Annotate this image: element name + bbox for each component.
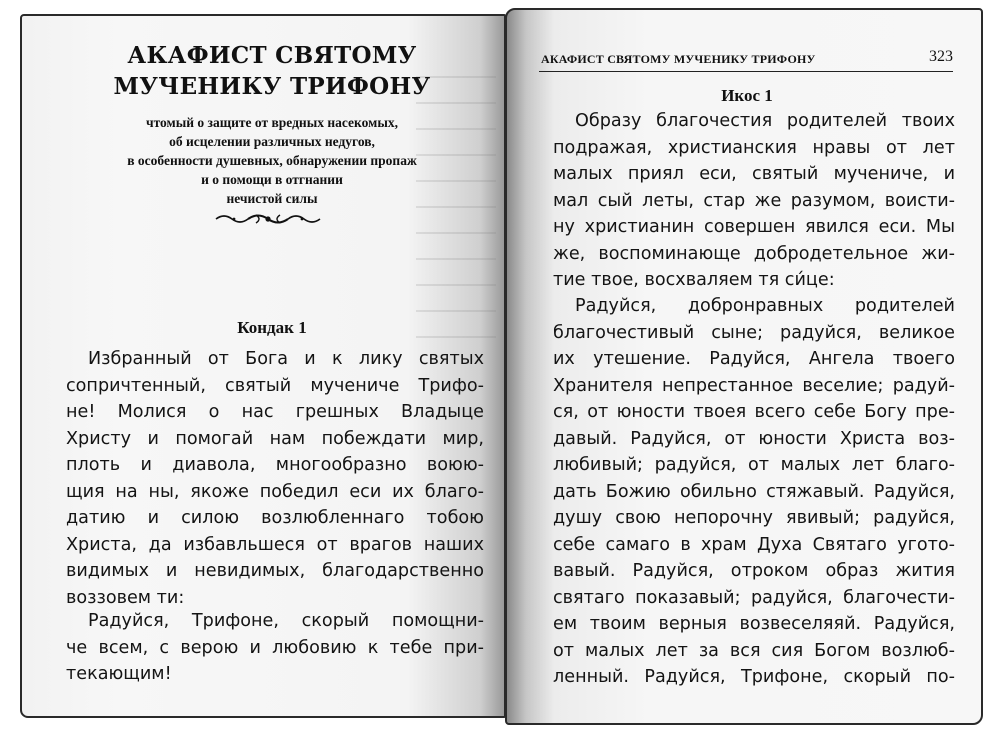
subtitle-line: чтомый о защите от вредных насекомых, <box>145 115 399 130</box>
text-line: че всем, с верою и любовию к тебе при- <box>66 637 484 658</box>
text-line: вавый. Радуйся, отроком образ жития <box>553 561 955 581</box>
text-line: Хранителя непрестанное веселие; радуй- <box>553 375 955 396</box>
ikos-heading: Икос 1 <box>721 86 773 105</box>
right-page <box>505 8 983 725</box>
text-line: текающим! <box>66 664 172 684</box>
text-line: видимых и невидимых, благодарственно <box>66 561 484 581</box>
text-line: воззовем ти: <box>66 587 185 608</box>
page-number: 323 <box>929 48 953 65</box>
subtitle-line: нечистой силы <box>226 191 318 206</box>
subtitle-line: в особенности душевных, обнаружении пропаж <box>127 153 417 168</box>
text-line: Избранный от Бога и к лику святых <box>88 349 484 369</box>
subtitle-line: и о помощи в отгнании <box>201 172 343 187</box>
text-line: Христа, да избавльшеся от врагов наших <box>66 534 484 555</box>
ornament-divider-icon <box>214 212 322 226</box>
text-line: ленный. Радуйся, Трифоне, скорый по- <box>553 667 955 687</box>
title-line: АКАФИСТ СВЯТОМУ <box>127 42 417 69</box>
text-line: ся, от юности твоея всего себе Богу пре- <box>553 402 955 422</box>
text-line: Радуйся, Трифоне, скорый помощни- <box>88 611 484 631</box>
running-head: АКАФИСТ СВЯТОМУ МУЧЕНИКУ ТРИФОНУ <box>541 52 816 66</box>
ikos-refrain <box>553 293 955 691</box>
text-line: сопричтенный, святый мучениче Трифо- <box>66 375 484 396</box>
text-line: ем твоим верныя возвеселяяй. Радуйся, <box>553 614 955 634</box>
text-line: святаго показавый; радуйся, благочести- <box>553 587 955 608</box>
text-line: себе самаго в храм Духа Святаго угото- <box>553 534 955 555</box>
subtitle-line: об исцелении различных недугов, <box>169 134 375 149</box>
text-line: не! Молися о нас грешных Владыце <box>66 402 484 422</box>
text-line: любивый; радуйся, от малых лет благо- <box>553 455 955 475</box>
text-line: же, воспоминающе добродетельное жи- <box>553 243 955 264</box>
text-line: Образу благочестия родителей твоих <box>575 111 955 131</box>
text-line: плоть и диавола, многообразно воюю- <box>66 455 484 475</box>
text-line: подражая, христианския нравы от лет <box>553 137 955 158</box>
text-line: щия на ны, якоже победил еси их благо- <box>66 481 484 502</box>
text-line: от малых лет за вся сия Богом возлюб- <box>553 640 955 661</box>
text-line: мал сый леты, стар же разумом, воисти- <box>553 190 955 211</box>
kondak-refrain <box>66 608 484 688</box>
header-rule <box>539 71 953 72</box>
text-line: малых приял еси, святый мучениче, и <box>553 164 955 184</box>
kondak-text <box>66 346 484 611</box>
kondak-heading: Кондак 1 <box>237 318 307 337</box>
text-line: их утешение. Радуйся, Ангела твоего <box>553 349 955 369</box>
ikos-text <box>553 108 955 294</box>
text-line: благочестивый сыне; радуйся, великое <box>553 322 955 343</box>
akathist-title <box>62 40 482 102</box>
left-page <box>20 14 506 718</box>
title-line: МУЧЕНИКУ ТРИФОНУ <box>113 73 431 100</box>
text-line: душу свою непорочну явивый; радуйся, <box>553 508 955 528</box>
text-line: Радуйся, добронравных родителей <box>575 296 955 316</box>
text-line: Христу и помогай нам побеждати мир, <box>66 428 484 449</box>
text-line: тие твое, восхваляем тя си́це: <box>553 270 835 290</box>
text-line: дать Божию обильно стяжавый. Радуйся, <box>553 481 955 502</box>
akathist-subtitle <box>62 113 482 208</box>
text-line: давый. Радуйся, от юности Христа воз- <box>553 428 955 449</box>
text-line: датию и силою возлюбленнаго тобою <box>66 508 484 528</box>
text-line: ну христианин совершен явился еси. Мы <box>553 217 955 237</box>
